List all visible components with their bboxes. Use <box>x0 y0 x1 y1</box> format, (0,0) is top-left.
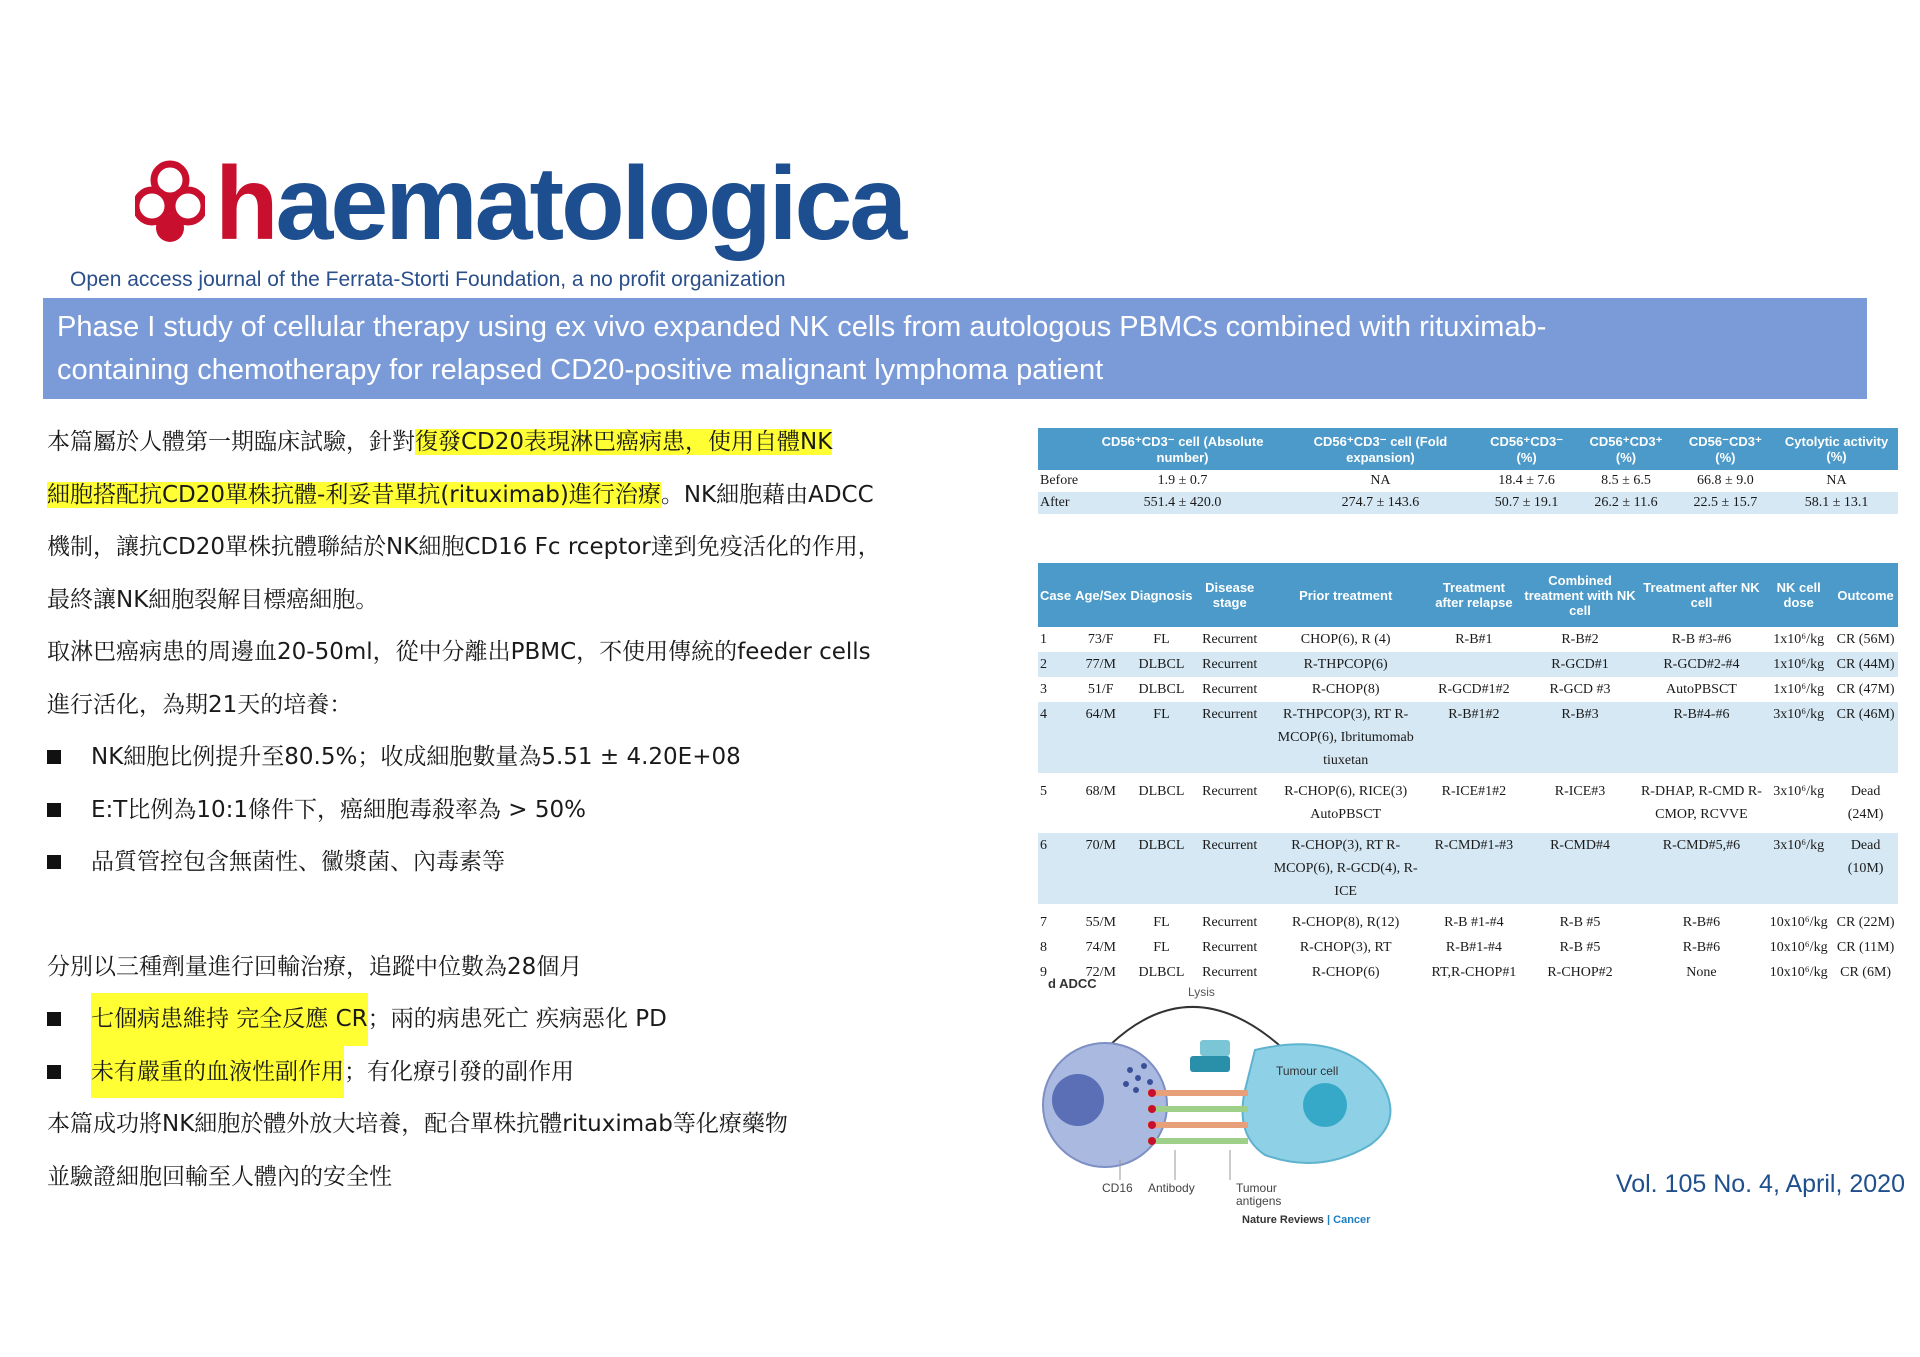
table-cell: 66.8 ± 9.0 <box>1697 473 1754 488</box>
table-cell: NA <box>1370 473 1391 488</box>
table-row <box>1038 702 1898 776</box>
summary-line: 進行活化，為期21天的培養： <box>47 691 353 718</box>
table-cell: 6 <box>1038 830 1073 907</box>
column-header: NK cell dose <box>1764 563 1833 627</box>
cd16-label: CD16 <box>1102 1181 1133 1195</box>
adcc-illustration <box>1040 970 1410 1225</box>
table-cell: Recurrent <box>1202 965 1258 980</box>
table-cell: 74/M <box>1085 940 1116 955</box>
column-header: CD56⁺CD3⁻ cell (Fold expansion) <box>1284 428 1477 470</box>
journal-name: haematologica <box>215 146 905 262</box>
table-cell: R-THPCOP(3), RT R-MCOP(6), Ibritumomab tiuxetan <box>1265 702 1427 776</box>
figure-credit: Nature Reviews | Cancer <box>1242 1214 1371 1225</box>
journal-logo <box>135 146 905 280</box>
lysis-label: Lysis <box>1188 985 1215 999</box>
table-row <box>1038 907 1898 935</box>
antibody-label: Antibody <box>1148 1181 1195 1195</box>
summary-line: 分別以三種劑量進行回輸治療，追蹤中位數為28個月 <box>47 953 583 980</box>
table-cell: DLBCL <box>1138 965 1185 980</box>
table-row <box>1038 677 1898 702</box>
column-header: Treatment after NK cell <box>1639 563 1765 627</box>
summary-line: 機制，讓抗CD20單株抗體聯結於NK細胞CD16 Fc rceptor達到免疫活化的作用， <box>47 534 881 560</box>
table-cell: 3x10⁶/kg <box>1764 830 1833 907</box>
table-cell: R-B#6 <box>1682 940 1721 955</box>
table-cell: 55/M <box>1073 907 1128 935</box>
table-cell: 1x10⁶/kg <box>1773 632 1825 647</box>
journal-subtitle: Open access journal of the Ferrata-Storti Foundation, a no profit organization <box>70 268 786 291</box>
nk-nucleus <box>1052 1074 1104 1126</box>
table-cell: CR (56M) <box>1836 632 1895 647</box>
table-cell: 4 <box>1038 702 1073 776</box>
table-cell: R-GCD#1#2 <box>1438 682 1510 697</box>
column-header: Diagnosis <box>1128 563 1194 627</box>
table-cell: 3x10⁶/kg <box>1764 776 1833 830</box>
patient-table <box>1038 563 1898 985</box>
table-cell: CHOP(6), R (4) <box>1300 632 1391 647</box>
table-cell: 70/M <box>1073 830 1128 907</box>
table-cell: CR (11M) <box>1836 940 1895 955</box>
table-cell: R-CMD#5,#6 <box>1639 830 1765 907</box>
column-header: Combined treatment with NK cell <box>1521 563 1638 627</box>
table-cell: 8 <box>1040 940 1047 955</box>
table-cell: Recurrent <box>1195 652 1265 677</box>
table-cell: R-CMD#4 <box>1521 830 1638 907</box>
table-cell: Recurrent <box>1202 940 1258 955</box>
summary-line: 本篇成功將NK細胞於體外放大培養，配合單株抗體rituximab等化療藥物 <box>47 1111 788 1137</box>
tumour-antigens-label-1: Tumour <box>1236 1181 1277 1195</box>
bullet-item: E:T比例為10:1條件下，癌細胞毒殺率為 > 50% <box>47 784 1027 837</box>
table-cell: 77/M <box>1073 652 1128 677</box>
bullet-square-icon <box>47 750 61 764</box>
table-cell: Dead (10M) <box>1833 830 1898 907</box>
table-cell: R-CHOP(6) <box>1311 965 1380 980</box>
table-cell: R-CHOP(3), RT R-MCOP(6), R-GCD(4), R-ICE <box>1265 830 1427 907</box>
bullet-item: 七個病患維持 完全反應 CR ；兩的病患死亡 疾病惡化 PD <box>47 993 1027 1046</box>
bullet-square-icon <box>47 855 61 869</box>
table-cell: Recurrent <box>1195 830 1265 907</box>
tumour-nucleus <box>1303 1083 1347 1127</box>
bullet-item: 未有嚴重的血液性副作用 ；有化療引發的副作用 <box>47 1046 1027 1099</box>
table-cell: 1x10⁶/kg <box>1764 652 1833 677</box>
bullet-square-icon <box>47 1012 61 1026</box>
table-cell: FL <box>1153 940 1170 955</box>
table-cell: 7 <box>1038 907 1073 935</box>
table-cell: 8.5 ± 6.5 <box>1601 473 1651 488</box>
table-cell: R-B #5 <box>1559 940 1601 955</box>
column-header: Case <box>1038 563 1073 627</box>
column-header: CD56⁻CD3⁺ (%) <box>1676 428 1775 470</box>
column-header <box>1038 428 1081 470</box>
table-row <box>1038 776 1898 830</box>
table-cell: Recurrent <box>1202 632 1258 647</box>
table-cell: 10x10⁶/kg <box>1769 940 1828 955</box>
column-header: Outcome <box>1833 563 1898 627</box>
table-cell: 2 <box>1038 652 1073 677</box>
table-cell: RT,R-CHOP#1 <box>1431 965 1517 980</box>
table-cell: 51/F <box>1087 682 1114 697</box>
tumour-cell-label: Tumour cell <box>1276 1064 1339 1078</box>
table-cell: R-DHAP, R-CMD R-CMOP, RCVVE <box>1639 776 1765 830</box>
table-cell: FL <box>1153 632 1170 647</box>
summary-line: 最終讓NK細胞裂解目標癌細胞。 <box>47 586 379 613</box>
table-cell: 1.9 ± 0.7 <box>1157 473 1208 488</box>
highlight: 復發CD20表現淋巴癌病患，使用自體NK <box>415 429 833 455</box>
table-cell: R-B #3-#6 <box>1671 632 1732 647</box>
table-cell: 9 <box>1040 965 1047 980</box>
table-cell: 64/M <box>1073 702 1128 776</box>
table-cell: 5 <box>1038 776 1073 830</box>
table-cell: None <box>1686 965 1717 980</box>
table-cell: 26.2 ± 11.6 <box>1576 492 1675 514</box>
table-row <box>1038 935 1898 960</box>
table-cell: Recurrent <box>1202 682 1258 697</box>
table-row <box>1038 492 1898 514</box>
column-header: Treatment after relapse <box>1426 563 1521 627</box>
paper-title-line-2: containing chemotherapy for relapsed CD20-positive malignant lymphoma patient <box>57 354 1104 386</box>
table-cell: AutoPBSCT <box>1666 682 1737 697</box>
summary-line: 取淋巴癌病患的周邊血20-50ml，從中分離出PBMC，不使用傳統的feeder cells <box>47 639 871 665</box>
table-cell: CR (22M) <box>1833 907 1898 935</box>
table-cell: R-GCD #3 <box>1549 682 1611 697</box>
table-cell: R-CMD#1-#3 <box>1426 830 1521 907</box>
bullet-square-icon <box>47 1065 61 1079</box>
table-cell: 18.4 ± 7.6 <box>1498 473 1555 488</box>
highlight: 七個病患維持 完全反應 CR <box>91 993 368 1046</box>
table-cell: R-CHOP#2 <box>1547 965 1613 980</box>
table-cell: R-B#1 <box>1455 632 1493 647</box>
table-row <box>1038 652 1898 677</box>
table-cell: R-GCD#1 <box>1521 652 1638 677</box>
table-cell: NA <box>1826 473 1847 488</box>
column-header: CD56⁺CD3⁺ (%) <box>1576 428 1675 470</box>
table-cell: R-ICE#1#2 <box>1426 776 1521 830</box>
table-cell: FL <box>1128 702 1194 776</box>
table-cell: CR (6M) <box>1840 965 1892 980</box>
table-cell: R-B#6 <box>1639 907 1765 935</box>
volume-label: Vol. 105 No. 4, April, 2020 <box>1615 1170 1905 1198</box>
table-cell: Recurrent <box>1195 907 1265 935</box>
bullet-square-icon <box>47 803 61 817</box>
table-cell: 274.7 ± 143.6 <box>1284 492 1477 514</box>
table-cell: FL <box>1128 907 1194 935</box>
table-cell: After <box>1038 492 1081 514</box>
table-cell: DLBCL <box>1128 776 1194 830</box>
tumour-antigens-label-2: antigens <box>1236 1194 1282 1208</box>
table-cell: R-B#4-#6 <box>1639 702 1765 776</box>
table-cell: Before <box>1040 473 1079 488</box>
table-cell: 3 <box>1040 682 1047 697</box>
table-cell: Recurrent <box>1195 702 1265 776</box>
summary-line: 細胞搭配抗CD20單株抗體-利妥昔單抗(rituximab)進行治療。NK細胞藉由ADCC <box>47 481 874 508</box>
table-cell: R-GCD#2-#4 <box>1639 652 1765 677</box>
table-cell: 72/M <box>1085 965 1116 980</box>
panel-label: d ADCC <box>1048 976 1097 991</box>
bullet-item: NK細胞比例提升至80.5%；收成細胞數量為5.51 ± 4.20E+08 <box>47 731 1027 784</box>
table-cell: 10x10⁶/kg <box>1769 965 1828 980</box>
paper-title-banner <box>43 298 1867 399</box>
table-cell: R-B #1-#4 <box>1426 907 1521 935</box>
table-cell: Dead (24M) <box>1833 776 1898 830</box>
table-cell: CR (47M) <box>1836 682 1895 697</box>
table-cell: CR (46M) <box>1833 702 1898 776</box>
table-cell: 73/F <box>1087 632 1114 647</box>
table-cell: CR (44M) <box>1833 652 1898 677</box>
table-cell: R-B#2 <box>1561 632 1599 647</box>
logo-mark-icon <box>135 158 205 248</box>
table-cell: DLBCL <box>1128 830 1194 907</box>
bullet-item: 品質管控包含無菌性、黴漿菌、內毒素等 <box>47 836 1027 889</box>
highlight: 細胞搭配抗CD20單株抗體-利妥昔單抗(rituximab)進行治療 <box>47 481 661 508</box>
summary-line: 並驗證細胞回輸至人體內的安全性 <box>47 1163 392 1190</box>
table-cell: R-ICE#3 <box>1521 776 1638 830</box>
column-header: Cytolytic activity (%) <box>1775 428 1898 470</box>
table-cell: Recurrent <box>1195 776 1265 830</box>
table-cell: R-CHOP(3), RT <box>1299 940 1392 955</box>
table-cell: 68/M <box>1073 776 1128 830</box>
table-cell: R-B#1#2 <box>1426 702 1521 776</box>
table-cell: R-THPCOP(6) <box>1265 652 1427 677</box>
table-cell: 3x10⁶/kg <box>1764 702 1833 776</box>
highlight: 未有嚴重的血液性副作用 <box>91 1046 344 1099</box>
table-row <box>1038 830 1898 907</box>
table-cell: R-B#3 <box>1521 702 1638 776</box>
table-cell: DLBCL <box>1128 652 1194 677</box>
table-cell: R-B#1-#4 <box>1445 940 1502 955</box>
table-cell: 50.7 ± 19.1 <box>1477 492 1576 514</box>
table-cell: 1x10⁶/kg <box>1773 682 1825 697</box>
table-cell: DLBCL <box>1138 682 1185 697</box>
column-header: Prior treatment <box>1265 563 1427 627</box>
table-cell: 58.1 ± 13.1 <box>1775 492 1898 514</box>
table-cell: 22.5 ± 15.7 <box>1676 492 1775 514</box>
table-row <box>1038 470 1898 492</box>
summary-line: 本篇屬於人體第一期臨床試驗，針對復發CD20表現淋巴癌病患，使用自體NK <box>47 429 833 455</box>
column-header: Disease stage <box>1195 563 1265 627</box>
table-cell: R-B #5 <box>1521 907 1638 935</box>
paper-title-line-1: Phase I study of cellular therapy using ex vivo expanded NK cells from autologous PBMCs combined with rituximab- <box>57 311 1547 343</box>
table-cell: R-CHOP(8), R(12) <box>1265 907 1427 935</box>
cell-expansion-table <box>1038 428 1898 514</box>
table-cell: R-CHOP(6), RICE(3) AutoPBSCT <box>1265 776 1427 830</box>
summary-text <box>47 416 1027 1203</box>
table-cell: 551.4 ± 420.0 <box>1081 492 1284 514</box>
table-cell: R-CHOP(8) <box>1311 682 1380 697</box>
table-cell: 10x10⁶/kg <box>1764 907 1833 935</box>
table-cell: 1 <box>1040 632 1047 647</box>
column-header: CD56⁺CD3⁻ (%) <box>1477 428 1576 470</box>
adcc-diagram <box>1040 970 1410 1225</box>
table-row <box>1038 627 1898 652</box>
table-cell <box>1426 652 1521 677</box>
column-header: CD56⁺CD3⁻ cell (Absolute number) <box>1081 428 1284 470</box>
column-header: Age/Sex <box>1073 563 1128 627</box>
